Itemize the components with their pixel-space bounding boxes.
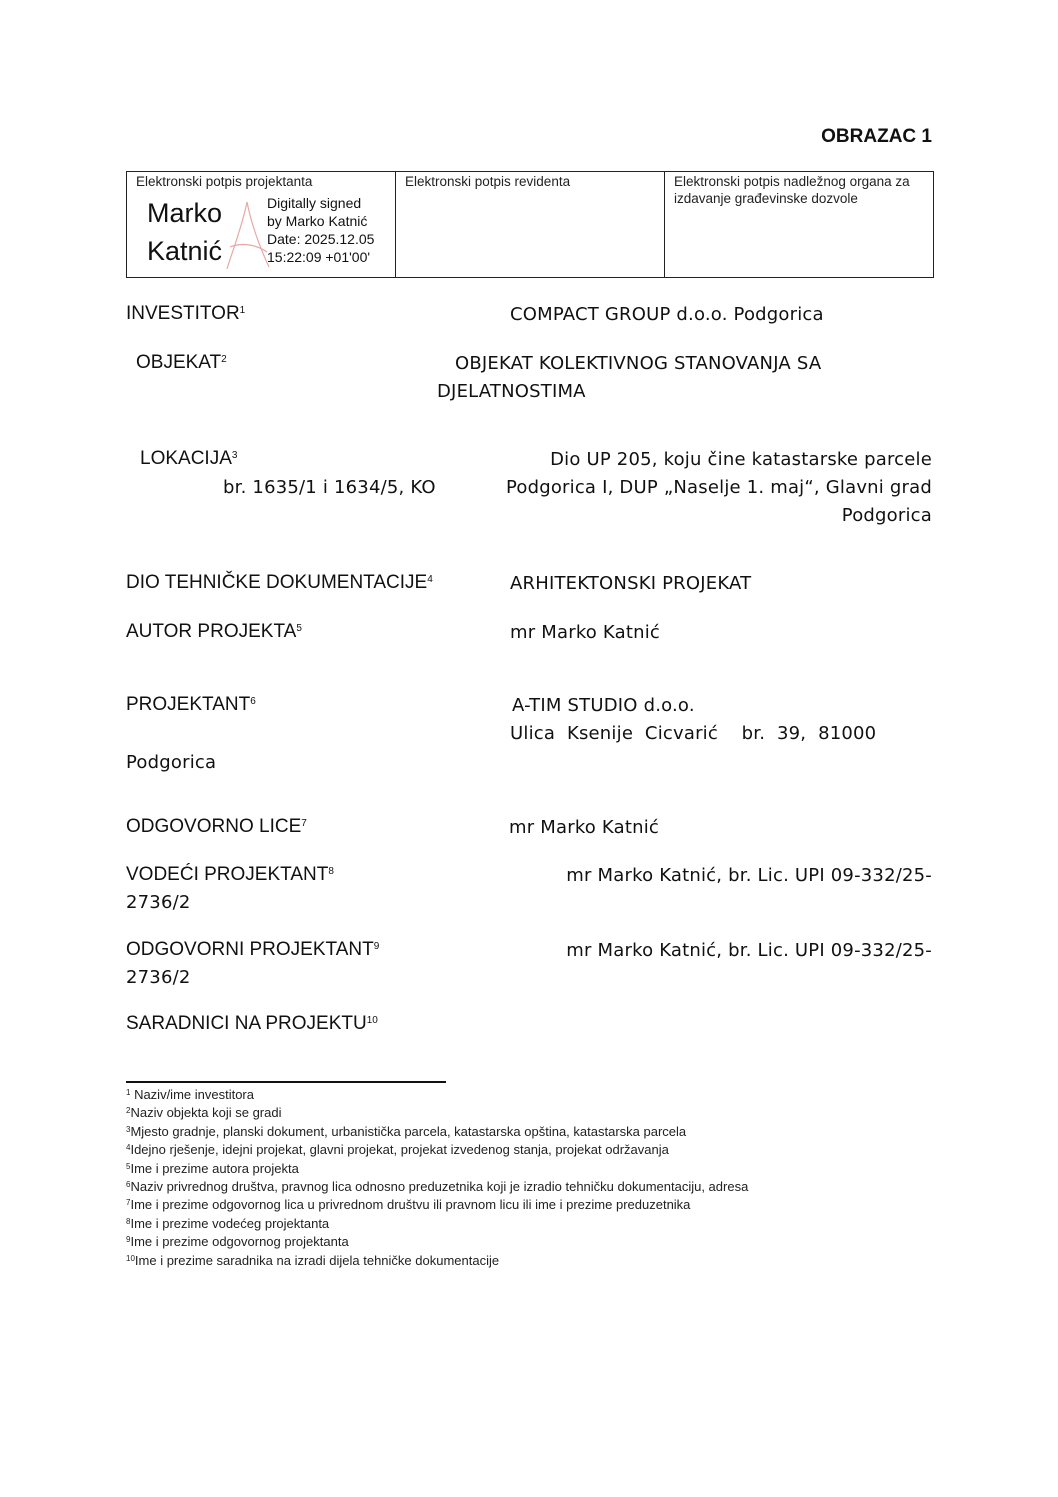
investitor-value: COMPACT GROUP d.o.o. Podgorica [510, 304, 824, 325]
footnote-number: 10 [126, 1253, 135, 1263]
sig-detail: 15:22:09 +01'00' [267, 249, 371, 265]
odgovorni-value-line2: 2736/2 [126, 967, 191, 988]
footnote-number: 2 [126, 1106, 131, 1116]
signature-mark-icon [222, 197, 272, 272]
objekat-value-line2: DJELATNOSTIMA [437, 381, 586, 402]
dio-label: DIO TEHNIČKE DOKUMENTACIJE$^4$ [126, 572, 433, 593]
footnote [126, 1177, 748, 1195]
footnote-text: Mjesto gradnje, planski dokument, urbanistička parcela, katastarska opština, katastarska parcela [130, 1123, 687, 1139]
odgovorni-value-line1: mr Marko Katnić, br. Lic. UPI 09-332/25- [566, 940, 932, 961]
dio-value: ARHITEKTONSKI PROJEKAT [510, 573, 752, 594]
footnote-number: 5 [126, 1161, 131, 1171]
investitor-label: INVESTITOR$^1$ [126, 303, 246, 324]
projektant-label: PROJEKTANT$^6$ [126, 694, 256, 715]
lokacija-label: LOKACIJA$^3$ [140, 448, 238, 469]
lokacija-value-line2a: br. 1635/1 i 1634/5, KO [223, 477, 436, 498]
footnote-text: Naziv objekta koji se gradi [130, 1105, 282, 1121]
projektant-value-line3: Podgorica [126, 752, 217, 773]
signer-first-name: Marko [147, 198, 223, 228]
footnote-text: Ime i prezime autora projekta [130, 1160, 299, 1176]
footnote-text: Ime i prezime vodećeg projektanta [130, 1215, 330, 1231]
footnote [126, 1140, 748, 1158]
footnote [126, 1251, 748, 1269]
lokacija-value-line1: Dio UP 205, koju čine katastarske parcele [550, 449, 932, 470]
footnote [126, 1103, 748, 1121]
autor-label: AUTOR PROJEKTA$^5$ [126, 621, 302, 642]
odgovorno-lice-value: mr Marko Katnić [509, 817, 660, 838]
footnote-text: Idejno rješenje, idejni projekat, glavni projekat, projekat izvedenog stanja, projekat održavanja [130, 1142, 669, 1158]
footnote [126, 1085, 748, 1103]
designer-signature-label: Elektronski potpis projektanta [136, 174, 313, 189]
footnote-divider [126, 1081, 446, 1083]
reviewer-signature-cell [396, 172, 665, 277]
objekat-label: OBJEKAT$^2$ [136, 352, 227, 373]
vodeci-value-line2: 2736/2 [126, 892, 191, 913]
designer-signature-cell [127, 172, 396, 277]
footnote-number: 9 [126, 1235, 131, 1245]
signer-name [147, 194, 222, 270]
vodeci-label: VODEĆI PROJEKTANT$^8$ [126, 864, 334, 885]
footnote-number: 7 [126, 1198, 131, 1208]
reviewer-signature-label: Elektronski potpis revidenta [405, 174, 571, 189]
projektant-value-line2: Ulica Ksenije Cicvarić br. 39, 81000 [510, 723, 877, 744]
footnote-text: Ime i prezime saradnika na izradi dijela tehničke dokumentacije [134, 1252, 500, 1268]
projektant-value-line1: A-TIM STUDIO d.o.o. [512, 695, 695, 716]
odgovorni-label: ODGOVORNI PROJEKTANT$^9$ [126, 939, 380, 960]
footnote [126, 1195, 748, 1213]
form-title: OBRAZAC 1 [821, 126, 932, 147]
sig-detail: Digitally signed [267, 195, 362, 211]
odgovorno-lice-label: ODGOVORNO LICE$^7$ [126, 816, 307, 837]
lokacija-value-line3: Podgorica [841, 505, 932, 526]
lokacija-value-line2b: Podgorica I, DUP „Naselje 1. maj“, Glavni grad [505, 477, 932, 498]
objekat-value-line1: OBJEKAT KOLEKTIVNOG STANOVANJA SA [455, 353, 822, 374]
footnote-text: Naziv/ime investitora [130, 1087, 254, 1102]
footnote-text: Ime i prezime odgovornog lica u privrednom društvu ili pravnom licu ili ime i prezime preduzetnika [130, 1197, 691, 1213]
footnote [126, 1214, 748, 1232]
footnotes [126, 1085, 748, 1269]
autor-value: mr Marko Katnić [510, 622, 661, 643]
footnote-number: 3 [126, 1124, 131, 1134]
authority-signature-cell [665, 172, 933, 277]
signature-details [267, 194, 374, 266]
footnote [126, 1232, 748, 1250]
footnote [126, 1159, 748, 1177]
saradnici-label: SARADNICI NA PROJEKTU$^{10}$ [126, 1013, 378, 1034]
footnote-number: 4 [126, 1143, 131, 1153]
signature-table [126, 171, 934, 278]
footnote-number: 6 [126, 1180, 131, 1190]
authority-signature-label: Elektronski potpis nadležnog organa za izdavanje građevinske dozvole [674, 174, 910, 206]
sig-detail: Date: 2025.12.05 [267, 231, 375, 247]
footnote-number: 8 [126, 1216, 131, 1226]
sig-detail: by Marko Katnić [267, 213, 368, 229]
footnote [126, 1122, 748, 1140]
signer-last-name: Katnić [147, 236, 223, 266]
footnote-text: Ime i prezime odgovornog projektanta [130, 1234, 349, 1250]
footnote-text: Naziv privrednog društva, pravnog lica odnosno preduzetnika koji je izradio tehničku dokumentaciju, adresa [130, 1179, 749, 1195]
vodeci-value-line1: mr Marko Katnić, br. Lic. UPI 09-332/25- [566, 865, 932, 886]
footnote-number: 1 [126, 1088, 131, 1097]
